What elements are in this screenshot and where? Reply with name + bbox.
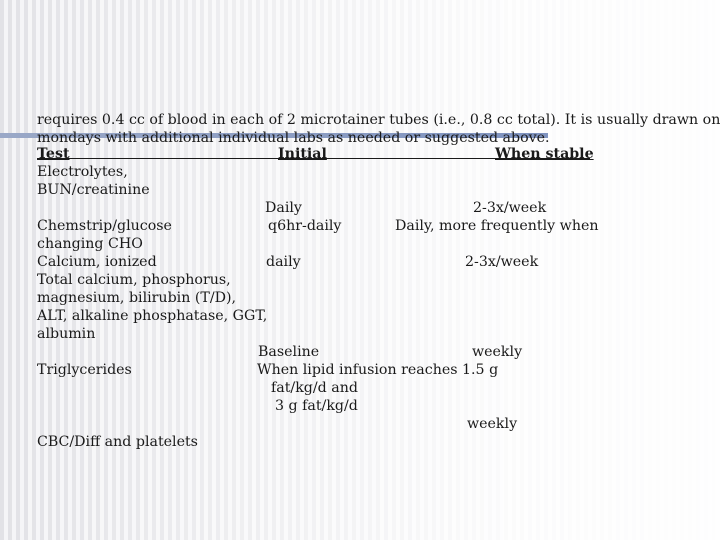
test-chemstrip-glucose: Chemstrip/glucose	[37, 218, 172, 234]
header-test: Test	[37, 146, 70, 162]
stable-daily-more: Daily, more frequently when	[395, 218, 599, 234]
stable-weekly-2: weekly	[467, 416, 518, 432]
initial-lipid-line-1: When lipid infusion reaches 1.5 g	[257, 362, 499, 378]
test-total-calcium: Total calcium, phosphorus,	[37, 272, 231, 288]
test-albumin: albumin	[37, 326, 96, 342]
stable-weekly: weekly	[472, 344, 523, 360]
stable-2-3x-week-2: 2-3x/week	[465, 254, 539, 270]
test-changing-cho: changing CHO	[37, 236, 143, 252]
intro-line-1: requires 0.4 cc of blood in each of 2 microtainer tubes (i.e., 0.8 cc total). It is usually drawn on	[37, 112, 720, 128]
intro-line-2: mondays with additional individual labs as needed or suggested above.	[37, 130, 550, 146]
test-alt: ALT, alkaline phosphatase, GGT,	[37, 308, 268, 324]
header-initial: Initial	[278, 146, 327, 162]
initial-baseline: Baseline	[258, 344, 320, 360]
initial-daily-2: daily	[266, 254, 301, 270]
test-magnesium: magnesium, bilirubin (T/D),	[37, 290, 237, 306]
stable-2-3x-week: 2-3x/week	[473, 200, 547, 216]
test-calcium-ionized: Calcium, ionized	[37, 254, 157, 270]
test-electrolytes: Electrolytes,	[37, 164, 128, 180]
initial-q6hr-daily: q6hr-daily	[268, 218, 342, 234]
initial-daily: Daily	[265, 200, 302, 216]
test-triglycerides: Triglycerides	[37, 362, 132, 378]
test-cbc-diff-platelets: CBC/Diff and platelets	[37, 434, 198, 450]
initial-lipid-line-3: 3 g fat/kg/d	[275, 398, 358, 414]
header-when-stable: When stable	[495, 146, 594, 162]
test-bun-creatinine: BUN/creatinine	[37, 182, 150, 198]
initial-lipid-line-2: fat/kg/d and	[271, 380, 358, 396]
